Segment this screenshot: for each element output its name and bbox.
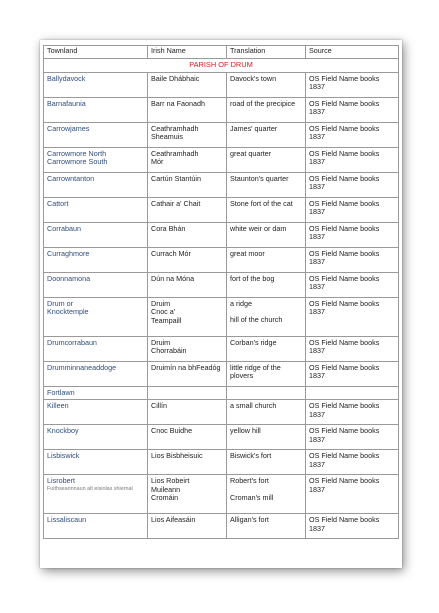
irish-name-cell [148, 122, 227, 147]
irish-name: Dún na Móna [151, 273, 195, 283]
townland-note: Fuithseannnaun alt eisiolas shiernal [47, 485, 133, 492]
table-row [44, 475, 399, 514]
townland-cell [44, 475, 148, 514]
source-cell [306, 361, 399, 386]
column-header-source: Source [306, 46, 399, 59]
townland-cell [44, 400, 148, 425]
table-row [44, 336, 399, 361]
source-cell [306, 425, 399, 450]
translation-cell [227, 147, 306, 172]
source-text: OS Field Name books 1837 [309, 362, 380, 381]
irish-name-cell [148, 450, 227, 475]
townland-cell [44, 247, 148, 272]
source-text: OS Field Name books 1837 [309, 148, 380, 167]
translation-cell [227, 172, 306, 197]
translation-text-2: hill of the church [230, 315, 283, 325]
source-cell [306, 297, 399, 336]
table-row [44, 425, 399, 450]
translation-text: yellow hill [230, 426, 261, 436]
source-cell [306, 336, 399, 361]
irish-name-line-3: Cromáin [151, 493, 179, 503]
source-text: OS Field Name books 1837 [309, 123, 380, 142]
source-cell [306, 147, 399, 172]
irish-name-line-2: Mór [151, 157, 164, 167]
townland-name: Lisrobert [47, 476, 75, 486]
table-row [44, 197, 399, 222]
translation-cell [227, 336, 306, 361]
townland-cell [44, 172, 148, 197]
townland-cell [44, 361, 148, 386]
column-header-irish-name: Irish Name [148, 46, 227, 59]
table-row [44, 222, 399, 247]
irish-name: Lios Robeirt [151, 476, 190, 486]
townland-name: Carrowntanton [47, 173, 95, 183]
translation-text: little ridge of the plovers [230, 362, 281, 381]
translation-text: road of the precipice [230, 98, 296, 108]
source-text: OS Field Name books 1837 [309, 273, 380, 292]
townland-name: Carrowmore North [47, 148, 107, 158]
translation-text: Alligan's fort [230, 515, 269, 525]
header-row [44, 46, 399, 59]
irish-name-cell [148, 172, 227, 197]
townland-table [43, 45, 399, 539]
irish-name-cell [148, 272, 227, 297]
irish-name-cell [148, 222, 227, 247]
irish-name-line-2: Chorrabáin [151, 346, 187, 356]
source-cell [306, 514, 399, 539]
translation-cell [227, 425, 306, 450]
townland-cell [44, 197, 148, 222]
irish-name: Cnoc Buidhe [151, 426, 193, 436]
table-row [44, 97, 399, 122]
townland-name: Drumminnaneaddoge [47, 362, 117, 372]
irish-name-cell [148, 425, 227, 450]
irish-name: Ceathramhadh [151, 148, 199, 158]
source-text: OS Field Name books 1837 [309, 476, 380, 494]
source-cell [306, 386, 399, 399]
irish-name-cell [148, 97, 227, 122]
translation-text: white weir or dam [230, 223, 287, 233]
translation-text: Davock's town [230, 73, 277, 83]
source-cell [306, 450, 399, 475]
translation-cell [227, 247, 306, 272]
townland-name: Carrowjames [47, 123, 90, 133]
townland-cell [44, 147, 148, 172]
translation-text: Biswick's fort [230, 451, 272, 461]
source-text: OS Field Name books 1837 [309, 401, 380, 419]
irish-name-cell [148, 475, 227, 514]
townland-name: Knockboy [47, 426, 79, 436]
table-row [44, 172, 399, 197]
table-row [44, 72, 399, 97]
irish-name: Cillín [151, 401, 167, 411]
townland-name: Killeen [47, 401, 69, 411]
irish-name-cell [148, 147, 227, 172]
source-text: OS Field Name books 1837 [309, 298, 380, 317]
table-row [44, 272, 399, 297]
translation-text-2: Croman's mill [230, 492, 274, 502]
townland-cell [44, 450, 148, 475]
translation-cell [227, 400, 306, 425]
source-cell [306, 400, 399, 425]
source-cell [306, 475, 399, 514]
irish-name-cell [148, 386, 227, 399]
townland-name-alt: Knocktemple [47, 307, 89, 317]
townland-name: Corrabaun [47, 223, 81, 233]
translation-text: fort of the bog [230, 273, 275, 283]
translation-cell [227, 361, 306, 386]
translation-cell [227, 297, 306, 336]
source-text: OS Field Name books 1837 [309, 73, 380, 92]
irish-name: Lios Aifeasáin [151, 515, 196, 525]
source-cell [306, 97, 399, 122]
source-cell [306, 122, 399, 147]
irish-name: Currach Mór [151, 248, 191, 258]
translation-cell [227, 386, 306, 399]
translation-text: James' quarter [230, 123, 278, 133]
table-row [44, 247, 399, 272]
translation-cell [227, 475, 306, 514]
irish-name: Ceathramhadh Sheamuis [151, 123, 199, 142]
source-cell [306, 247, 399, 272]
translation-text: Stone fort of the cat [230, 198, 293, 208]
table-row [44, 361, 399, 386]
irish-name: Cartún Stantúin [151, 173, 201, 183]
translation-cell [227, 272, 306, 297]
source-cell [306, 222, 399, 247]
irish-name: Druim [151, 298, 171, 308]
irish-name-cell [148, 361, 227, 386]
source-text: OS Field Name books 1837 [309, 173, 380, 192]
parish-title-row [44, 59, 399, 73]
townland-name-alt: Carrowmore South [47, 157, 108, 167]
source-text: OS Field Name books 1837 [309, 337, 380, 356]
source-cell [306, 72, 399, 97]
translation-text: a ridge [230, 298, 252, 308]
townland-name: Curraghmore [47, 248, 90, 258]
translation-cell [227, 514, 306, 539]
irish-name-cell [148, 247, 227, 272]
table-row [44, 450, 399, 475]
source-cell [306, 272, 399, 297]
translation-cell [227, 197, 306, 222]
townland-name: Lisbiswick [47, 451, 80, 461]
irish-name-cell [148, 297, 227, 336]
source-text: OS Field Name books 1837 [309, 451, 380, 469]
source-text: OS Field Name books 1837 [309, 426, 380, 444]
translation-text: Robert's fort [230, 476, 269, 486]
irish-name: Cathair a' Chait [151, 198, 201, 208]
table-row [44, 514, 399, 539]
townland-name: Drum or [47, 298, 73, 308]
townland-cell [44, 72, 148, 97]
townland-cell [44, 336, 148, 361]
translation-text: a small church [230, 401, 277, 411]
table-row [44, 386, 399, 399]
source-cell [306, 172, 399, 197]
translation-cell [227, 450, 306, 475]
parish-title: PARISH OF DRUM [44, 59, 399, 73]
townland-name: Drumcorrabaun [47, 337, 97, 347]
translation-text: Staunton's quarter [230, 173, 289, 183]
translation-text: great quarter [230, 148, 272, 158]
irish-name-cell [148, 400, 227, 425]
townland-name: Barnafaunia [47, 98, 86, 108]
translation-cell [227, 97, 306, 122]
townland-cell [44, 97, 148, 122]
irish-name-line-2: Cnoc a' [151, 307, 176, 317]
translation-text: Corban's ridge [230, 337, 277, 347]
townland-cell [44, 122, 148, 147]
irish-name: Druim [151, 337, 171, 347]
table-row [44, 400, 399, 425]
table-row [44, 297, 399, 336]
source-cell [306, 197, 399, 222]
irish-name-cell [148, 72, 227, 97]
townland-cell [44, 514, 148, 539]
irish-name-cell [148, 197, 227, 222]
source-text: OS Field Name books 1837 [309, 248, 380, 267]
irish-name: Baile Dhábhaic [151, 73, 200, 83]
townland-name: Lissaliscaun [47, 515, 87, 525]
irish-name: Lios Bisbheisuic [151, 451, 203, 461]
translation-cell [227, 222, 306, 247]
irish-name-cell [148, 514, 227, 539]
irish-name: Barr na Faonadh [151, 98, 205, 108]
document-page [40, 40, 402, 568]
townland-name: Cattort [47, 198, 69, 208]
irish-name: Druimín na bhFeadóg [151, 362, 221, 372]
translation-cell [227, 72, 306, 97]
table-row [44, 147, 399, 172]
table-row [44, 122, 399, 147]
source-text: OS Field Name books 1837 [309, 198, 380, 217]
irish-name: Cora Bhán [151, 223, 186, 233]
column-header-townland: Townland [44, 46, 148, 59]
translation-text: great moor [230, 248, 265, 258]
source-text: OS Field Name books 1837 [309, 98, 380, 117]
townland-cell [44, 222, 148, 247]
irish-name-line-2: Muileann [151, 484, 181, 494]
townland-name: Fortlawn [47, 387, 75, 397]
irish-name-cell [148, 336, 227, 361]
source-text: OS Field Name books 1837 [309, 515, 380, 533]
column-header-translation: Translation [227, 46, 306, 59]
townland-cell [44, 297, 148, 336]
townland-cell [44, 425, 148, 450]
townland-name: Ballydavock [47, 73, 86, 83]
townland-cell [44, 272, 148, 297]
townland-name: Doonnamona [47, 273, 91, 283]
irish-name-line-3: Teampaill [151, 315, 182, 325]
source-text: OS Field Name books 1837 [309, 223, 380, 242]
translation-cell [227, 122, 306, 147]
townland-cell [44, 386, 148, 399]
